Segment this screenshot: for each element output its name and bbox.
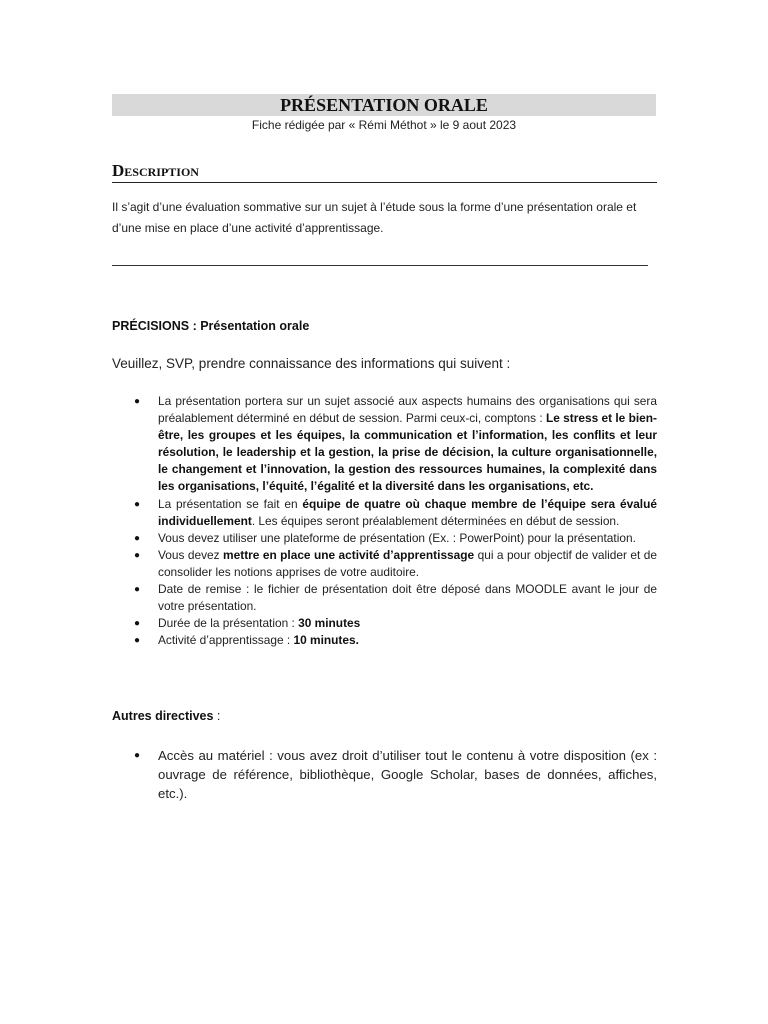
list-item [112,632,657,649]
item-bold-text: 10 minutes. [293,633,359,648]
item-text: Durée de la présentation : [158,616,299,631]
item-text: La présentation portera sur un sujet associé aux aspects humains des organisations qui sera préalablement déterminé en début de session. Parmi ceux-ci, comptons : [158,394,657,426]
precisions-intro: Veuillez, SVP, prendre connaissance des informations qui suivent : [112,356,511,371]
list-item [112,530,657,547]
item-text: Vous devez [158,547,224,562]
bullet-icon: ● [134,584,141,596]
item-text: Date de remise : le fichier de présentation doit être déposé dans MOODLE avant le jour de votre présentation. [158,582,657,614]
bullet-icon: ● [134,532,141,544]
list-item [112,615,657,632]
document-title: PRÉSENTATION ORALE [112,94,656,116]
separator-line [112,265,648,266]
document-subtitle: Fiche rédigée par « Rémi Méthot » le 9 aout 2023 [251,118,517,132]
bullet-icon: ● [134,618,141,630]
precisions-label: PRÉCISIONS : Présentation orale [112,319,310,333]
item-bold-text: Le stress et le bien-être, les groupes et les équipes, la communication et l’information, les conflits et leur résolution, le leadership et la gestion, la prise de décision, la culture organisationnelle, le changement et l’innovation, la gestion des ressources humaines, la complexité dans les organisations, l’équité, l’égalité et la diversité dans les organisations, etc. [158,411,657,494]
list-item [112,496,657,530]
autres-directives-heading [112,708,220,724]
item-text: qui a pour objectif de valider et de consolider les notions apprises de votre auditoire. [158,547,657,579]
list-item [112,581,657,615]
item-bold-text: 30 minutes [298,616,361,631]
bullet-icon: ● [134,750,141,761]
precisions-heading [112,318,309,334]
item-text: Activité d’apprentissage : [158,633,294,648]
list-item [112,547,657,581]
item-text: La présentation se fait en [158,496,303,511]
item-bold-text: mettre en place une activité d’apprentissage [223,547,475,562]
autres-list [112,746,657,803]
description-heading: Description [112,160,657,183]
list-item [112,393,657,496]
item-text: Vous devez utiliser une plateforme de présentation (Ex. : PowerPoint) pour la présentation. [158,530,636,545]
item-text: . Les équipes seront préalablement déterminées en début de session. [251,513,620,528]
precisions-list [112,393,657,649]
bullet-icon: ● [134,498,141,510]
bullet-icon: ● [134,635,141,647]
autres-label: Autres directives [112,709,214,723]
list-item [112,746,657,803]
bullet-icon: ● [134,396,141,407]
item-text: Accès au matériel : vous avez droit d’utiliser tout le contenu à votre disposition (ex : ouvrage de référence, bibliothèque, Google Scholar, bases de données, affiches, etc.). [158,748,657,801]
autres-suffix: : [213,709,221,723]
bullet-icon: ● [134,549,141,561]
description-text: Il s’agit d’une évaluation sommative sur un sujet à l’étude sous la forme d’une présentation orale et d’une mise en place d’une activité d’apprentissage. [112,200,637,235]
item-bold-text: équipe de quatre où chaque membre de l’équipe sera évalué individuellement [158,496,657,528]
